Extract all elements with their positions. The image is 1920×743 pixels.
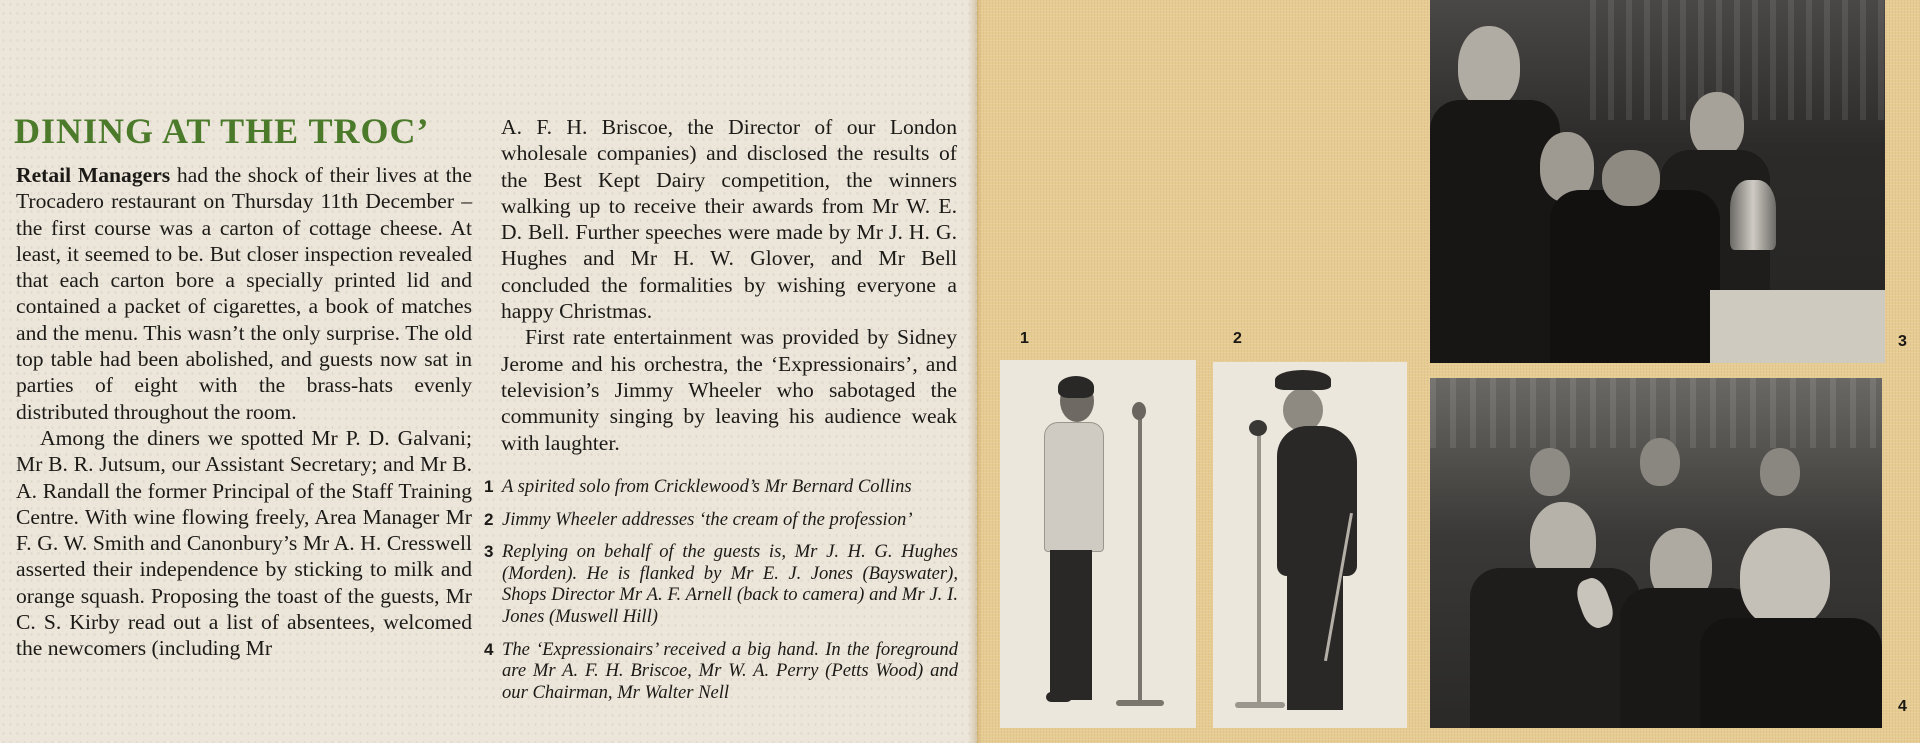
photo-1-singer <box>1000 360 1196 728</box>
briscoe-suit <box>1470 568 1640 728</box>
trophy-cup-icon <box>1730 180 1776 250</box>
white-jacket <box>1044 422 1104 552</box>
guest-head-glasses <box>1690 92 1744 158</box>
article-column-1 <box>16 162 472 662</box>
microphone-stand <box>1138 410 1142 702</box>
caption-number: 1 <box>484 477 494 496</box>
article-column-2 <box>501 114 957 456</box>
paragraph-4: First rate entertainment was provided by Sidney Jerome and his orchestra, the ‘Expressionairs’, and television’s Jimmy Wheeler who sabotaged the community singing by leaving his audience weak with laughter. <box>501 325 957 455</box>
caption-4 <box>484 639 958 704</box>
caption-text: The ‘Expressionairs’ received a big hand. In the foreground are Mr A. F. H. Briscoe, Mr W. A. Perry (Petts Wood) and our Chairman, Mr Walter Nell <box>502 638 958 703</box>
photo-label-2: 2 <box>1233 330 1242 347</box>
paragraph-1-text: had the shock of their lives at the Trocadero restaurant on Thursday 11th December – the first course was a carton of cottage cheese. At least, it seemed to be. But closer inspection revealed that each carton bore a specially printed lid and contained a packet of cigarettes, a book of matches and the menu. This wasn’t the only surprise. The old top table had been abolished, and guests now sat in parties of eight with the brass-hats evenly distributed throughout the room. <box>16 163 472 424</box>
caption-number: 4 <box>484 639 494 659</box>
article-title: DINING AT THE TROC’ <box>14 111 430 151</box>
caption-text: Jimmy Wheeler addresses ‘the cream of the profession’ <box>502 508 913 530</box>
microphone-icon <box>1249 420 1267 436</box>
microphone-icon <box>1132 402 1146 420</box>
hat-icon <box>1275 370 1331 390</box>
singer-hair <box>1058 376 1094 398</box>
caption-number: 2 <box>484 509 494 529</box>
photo-3-speech <box>1430 0 1885 363</box>
paragraph-2: Among the diners we spotted Mr P. D. Galvani; Mr B. R. Jutsum, our Assistant Secretary; and Mr B. A. Randall the former Principal of the Staff Training Centre. With wine flowing freely, Area Manager Mr F. G. W. Smith and Canonbury’s Mr A. H. Cresswell asserted their independence by sticking to milk and orange squash. Proposing the toast of the guests, Mr C. S. Kirby read out a list of absentees, welcomed the newcomers (including Mr <box>16 425 472 661</box>
background-guest <box>1640 438 1680 486</box>
microphone-stand <box>1257 432 1261 702</box>
back-head <box>1602 150 1660 206</box>
page-gutter <box>968 0 982 743</box>
nell-suit <box>1700 618 1882 728</box>
shoe <box>1046 692 1072 702</box>
photo-label-1: 1 <box>1020 330 1029 347</box>
back-to-camera-figure <box>1550 190 1720 363</box>
caption-text: Replying on behalf of the guests is, Mr J. H. G. Hughes (Morden). He is flanked by Mr E. J. Jones (Bayswater), Shops Director Mr A. F. Arnell (back to camera) and Mr J. I. Jones (Muswell Hill) <box>502 541 958 627</box>
caption-2 <box>484 509 958 531</box>
lead-in: Retail Managers <box>16 163 171 187</box>
photo-2-jimmy-wheeler <box>1213 362 1407 728</box>
photo-label-3: 3 <box>1898 333 1907 350</box>
caption-number: 3 <box>484 542 494 562</box>
tablecloth <box>1710 290 1885 363</box>
stand-base <box>1116 700 1164 706</box>
caption-1 <box>484 476 958 498</box>
caption-3 <box>484 541 958 627</box>
stand-base <box>1235 702 1285 708</box>
background-guest <box>1530 448 1570 496</box>
photo-captions <box>484 476 958 714</box>
speaker-suit <box>1430 100 1560 363</box>
photo-4-applause <box>1430 378 1882 728</box>
background-guest <box>1760 448 1800 496</box>
speaker-head <box>1458 26 1520 108</box>
suit-trousers <box>1287 572 1343 710</box>
paragraph-1 <box>16 162 472 425</box>
paragraph-3: A. F. H. Briscoe, the Director of our London wholesale companies) and disclosed the results of the Best Kept Dairy competition, the winners walking up to receive their awards from Mr W. E. D. Bell. Further speeches were made by Mr J. H. G. Hughes and Mr H. W. Glover, and Mr Bell concluded the formalities by wishing everyone a happy Christmas. <box>501 115 957 324</box>
nell-head <box>1740 528 1830 628</box>
photo-label-4: 4 <box>1898 698 1907 715</box>
dark-trousers <box>1050 550 1092 700</box>
caption-text: A spirited solo from Cricklewood’s Mr Bernard Collins <box>502 476 912 497</box>
